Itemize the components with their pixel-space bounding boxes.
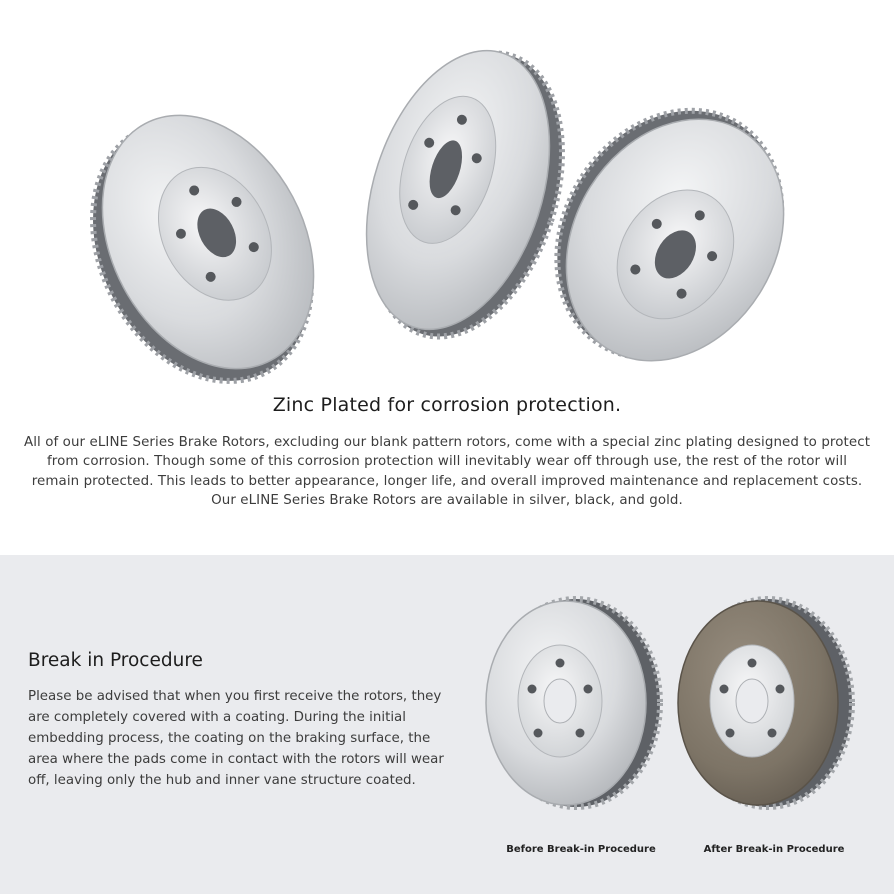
three-rotors-image — [0, 0, 894, 390]
breakin-description: Please be advised that when you first receive the rotors, they are completely covered with a coating. During the initial embedding process, the coating on the braking surface, the area where the pads come in contact with the rotors will wear off, leaving only the hub and inner vane structure coated. — [28, 689, 444, 788]
breakin-heading: Break in Procedure — [28, 650, 203, 671]
rotor-before — [486, 599, 660, 807]
before-caption: Before Break-in Procedure — [506, 844, 656, 855]
rotor-after — [678, 599, 852, 807]
rotor-left — [48, 79, 359, 390]
rotor-middle — [332, 27, 595, 361]
before-after-rotors-image — [470, 585, 894, 855]
zinc-heading: Zinc Plated for corrosion protection. — [272, 394, 622, 416]
after-caption: After Break-in Procedure — [703, 844, 845, 855]
zinc-description: All of our eLINE Series Brake Rotors, excluding our blank pattern rotors, come with a special zinc plating designed to protect from corrosion. Though some of this corrosion protection will inevitably wear off through use, the rest of the rotor will remain protected. This leads to better appearance, longer life, and overall improved maintenance and replacement costs. Our eLINE Series Brake Rotors are available in silver, black, and gold. — [23, 435, 871, 509]
